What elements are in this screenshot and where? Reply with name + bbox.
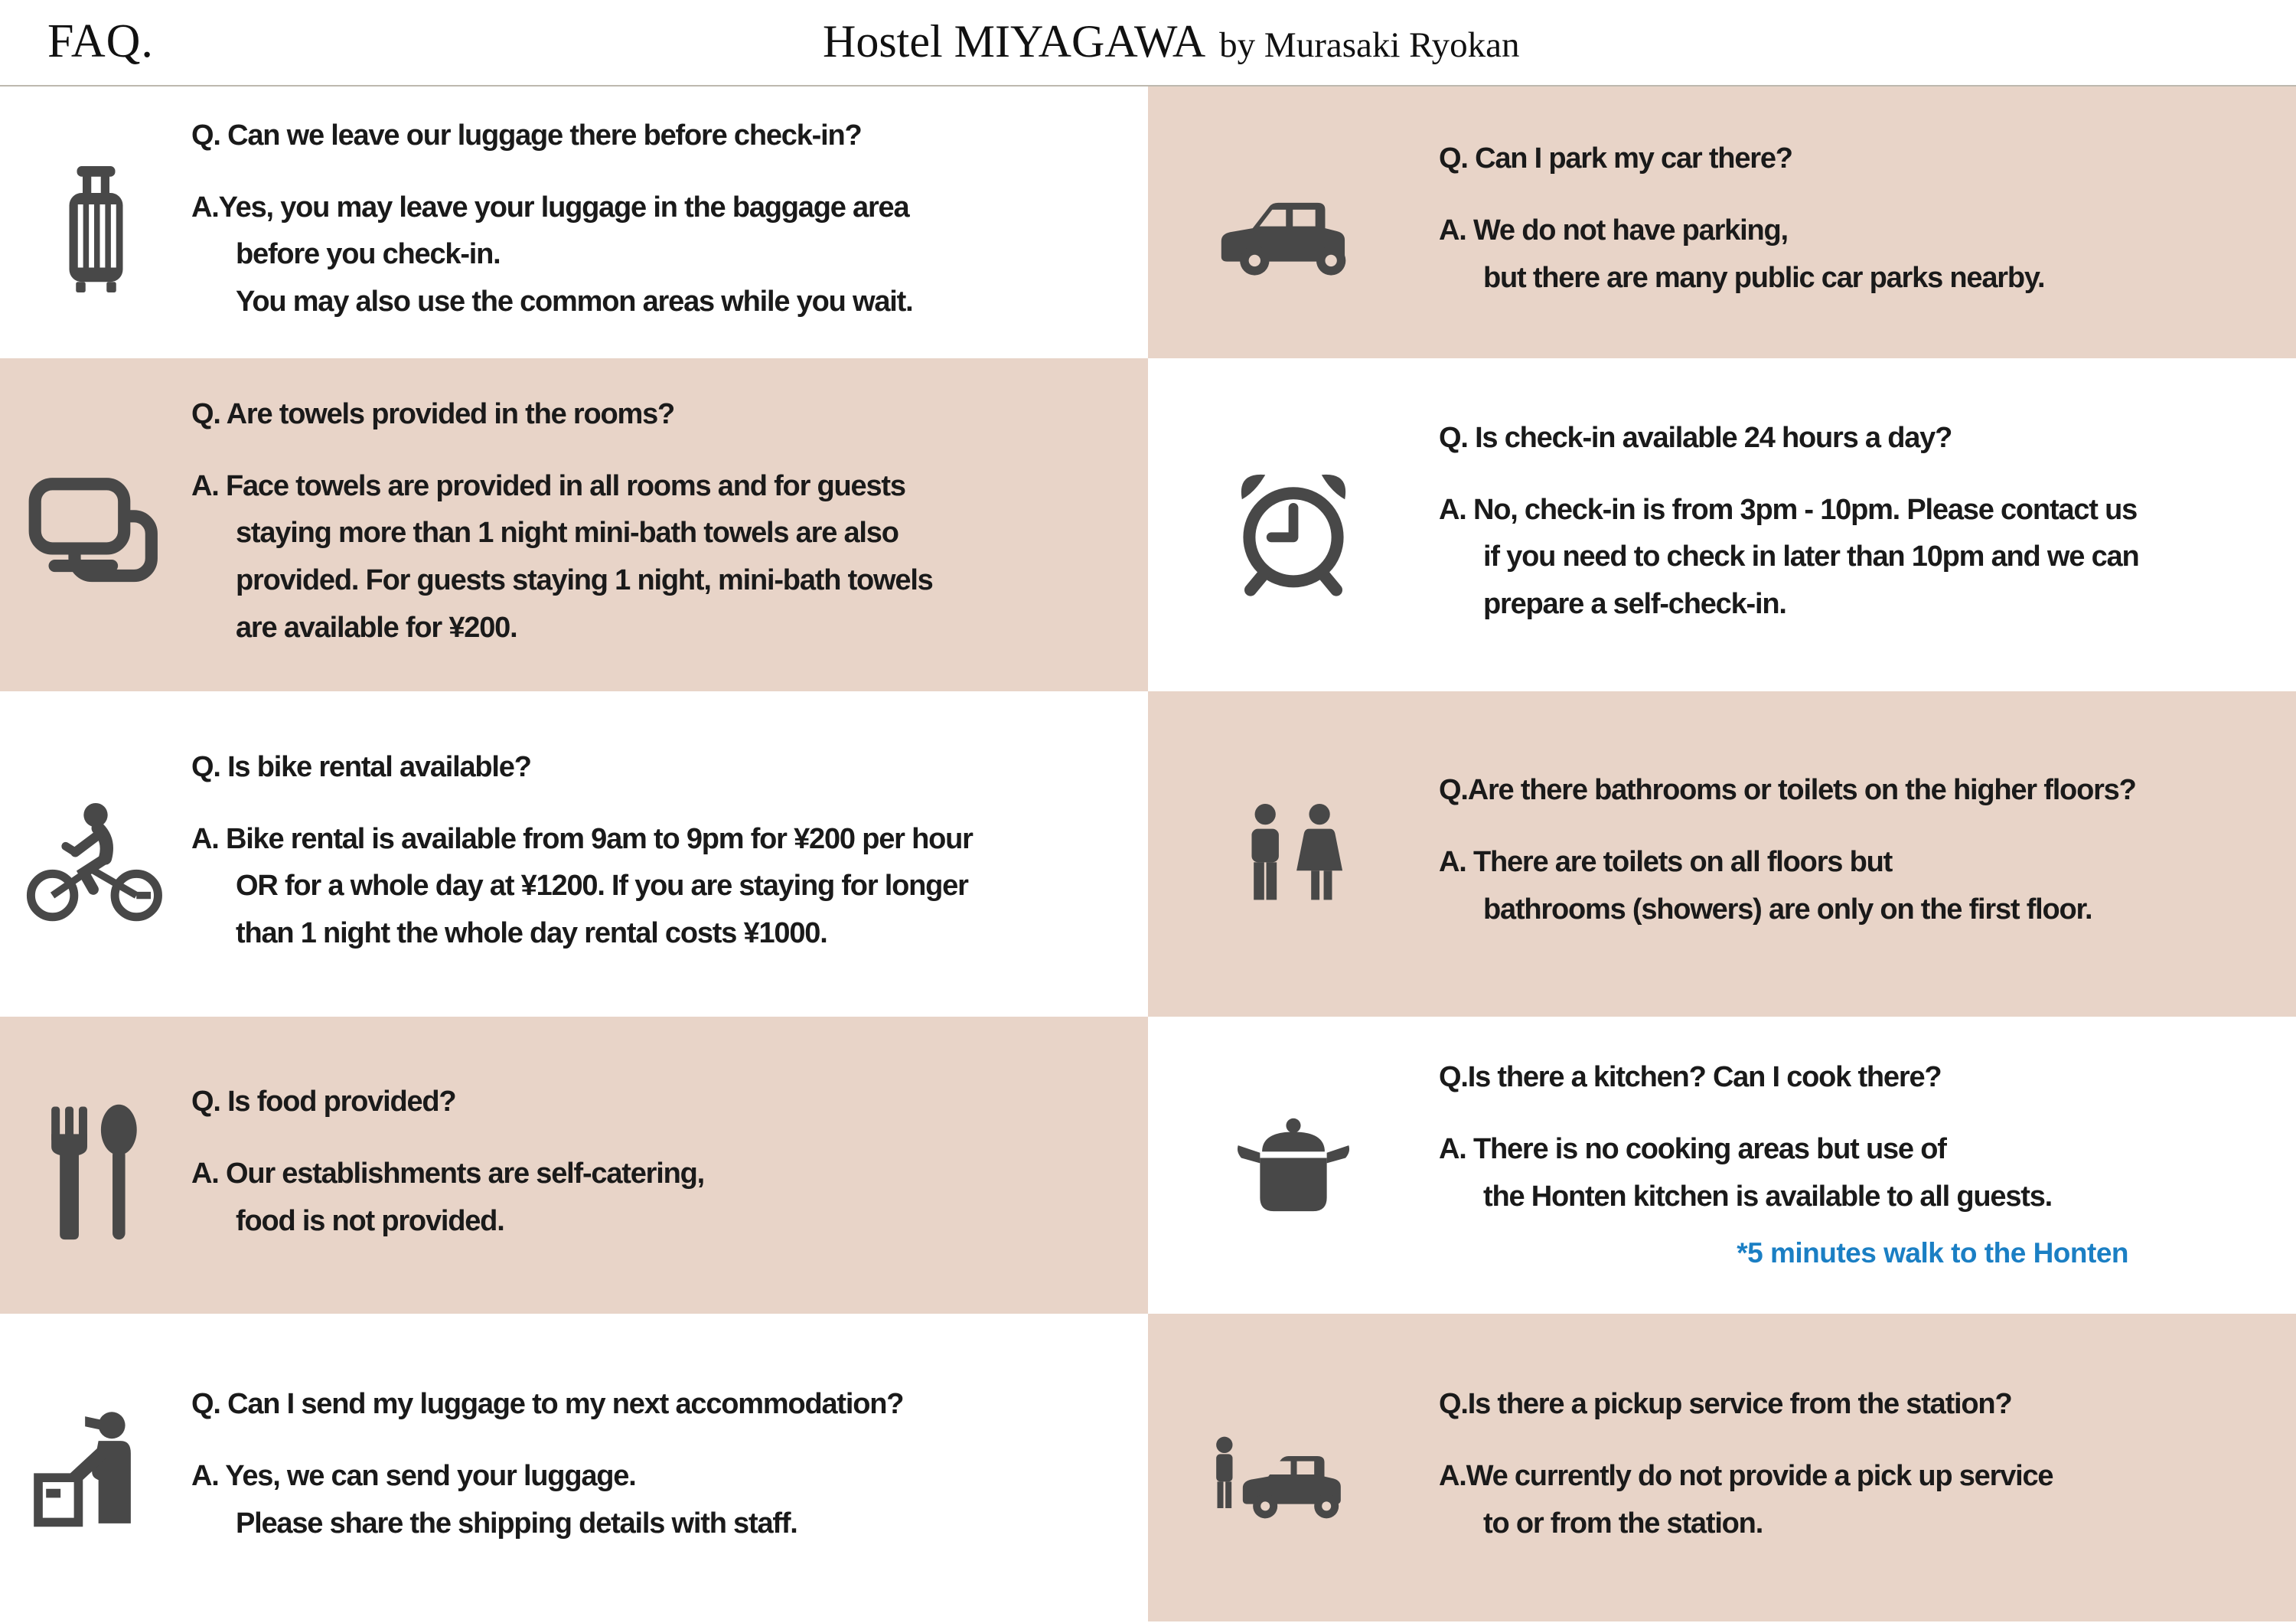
answer-line: if you need to check in later than 10pm and we can xyxy=(1483,540,2139,573)
answer-line: bathrooms (showers) are only on the first floor. xyxy=(1483,893,2092,926)
answer-line: than 1 night the whole day rental costs ¥1000. xyxy=(236,916,827,949)
page-header xyxy=(0,0,2296,87)
hostel-name: Hostel MIYAGAWA xyxy=(823,15,1206,67)
question-text: Q.Are there bathrooms or toilets on the higher floors? xyxy=(1439,774,2136,807)
answer-line: You may also use the common areas while you wait. xyxy=(236,285,913,318)
page-title xyxy=(823,15,1520,68)
faq-card-parking xyxy=(1148,87,2296,358)
hostel-subtitle: by Murasaki Ryokan xyxy=(1219,24,1520,65)
faq-text xyxy=(1439,1388,2296,1547)
answer-line: A. We do not have parking, xyxy=(1439,214,1788,247)
faq-text xyxy=(1439,142,2296,302)
answer-line: A. Yes, we can send your luggage. xyxy=(191,1459,636,1492)
answer-line: A.We currently do not provide a pick up service xyxy=(1439,1459,2053,1492)
faq-card-kitchen xyxy=(1148,1017,2296,1314)
faq-grid xyxy=(0,87,2296,1621)
faq-text xyxy=(1439,1061,2296,1269)
faq-text xyxy=(191,119,1148,326)
towels-icon xyxy=(0,472,191,596)
answer-line: food is not provided. xyxy=(236,1204,504,1237)
question-text: Q. Can we leave our luggage there before check-in? xyxy=(191,119,862,152)
question-text: Q.Is there a pickup service from the station? xyxy=(1439,1387,2012,1420)
answer-line: A. No, check-in is from 3pm - 10pm. Please contact us xyxy=(1439,493,2138,526)
question-text: Q. Can I send my luggage to my next accommodation? xyxy=(191,1387,904,1420)
faq-card-checkin-hours xyxy=(1148,358,2296,691)
faq-card-station-pickup xyxy=(1148,1314,2296,1621)
faq-text xyxy=(191,751,1148,958)
faq-card-food xyxy=(0,1017,1148,1314)
kitchen-note: *5 minutes walk to the Honten xyxy=(1737,1237,2128,1269)
answer-line: A. Our establishments are self-catering, xyxy=(191,1157,705,1190)
answer-line: are available for ¥200. xyxy=(236,611,517,644)
faq-text xyxy=(191,1388,1148,1547)
question-text: Q. Is check-in available 24 hours a day? xyxy=(1439,421,1952,454)
faq-text xyxy=(191,398,1148,651)
faq-card-bathrooms xyxy=(1148,691,2296,1017)
faq-card-bike-rental xyxy=(0,691,1148,1017)
answer-line: before you check-in. xyxy=(236,238,501,271)
faq-card-luggage-storage xyxy=(0,87,1148,358)
answer-line: A. There are toilets on all floors but xyxy=(1439,846,1893,879)
faq-text xyxy=(1439,774,2296,933)
faq-card-send-luggage xyxy=(0,1314,1148,1621)
bicycle-icon xyxy=(0,799,191,926)
faq-card-towels xyxy=(0,358,1148,691)
suitcase-icon xyxy=(0,166,191,296)
car-icon xyxy=(1148,182,1439,280)
delivery-icon xyxy=(0,1406,191,1546)
faq-heading: FAQ. xyxy=(47,15,154,67)
answer-line: A. Bike rental is available from 9am to 9pm for ¥200 per hour xyxy=(191,822,973,855)
answer-line: staying more than 1 night mini-bath towels are also xyxy=(236,517,899,550)
cooking-pot-icon xyxy=(1148,1116,1439,1231)
faq-text xyxy=(191,1086,1148,1245)
faq-text xyxy=(1439,422,2296,629)
cutlery-icon xyxy=(0,1102,191,1245)
answer-line: the Honten kitchen is available to all guests. xyxy=(1483,1180,2053,1213)
answer-line: OR for a whole day at ¥1200. If you are staying for longer xyxy=(236,870,968,903)
answer-line: prepare a self-check-in. xyxy=(1483,587,1786,620)
answer-line: to or from the station. xyxy=(1483,1507,1763,1540)
person-car-icon xyxy=(1148,1422,1439,1530)
question-text: Q. Is food provided? xyxy=(191,1085,456,1118)
answer-line: A. There is no cooking areas but use of xyxy=(1439,1132,1946,1165)
question-text: Q. Can I park my car there? xyxy=(1439,142,1792,175)
question-text: Q.Is there a kitchen? Can I cook there? xyxy=(1439,1060,1942,1093)
answer-line: provided. For guests staying 1 night, mini-bath towels xyxy=(236,564,933,596)
answer-line: A.Yes, you may leave your luggage in the baggage area xyxy=(191,191,909,224)
question-text: Q. Are towels provided in the rooms? xyxy=(191,397,675,430)
restroom-icon xyxy=(1148,802,1439,923)
alarm-clock-icon xyxy=(1148,466,1439,601)
answer-line: but there are many public car parks nearby. xyxy=(1483,262,2045,294)
question-text: Q. Is bike rental available? xyxy=(191,750,531,783)
answer-line: A. Face towels are provided in all rooms and for guests xyxy=(191,469,905,502)
answer-line: Please share the shipping details with staff. xyxy=(236,1507,797,1540)
